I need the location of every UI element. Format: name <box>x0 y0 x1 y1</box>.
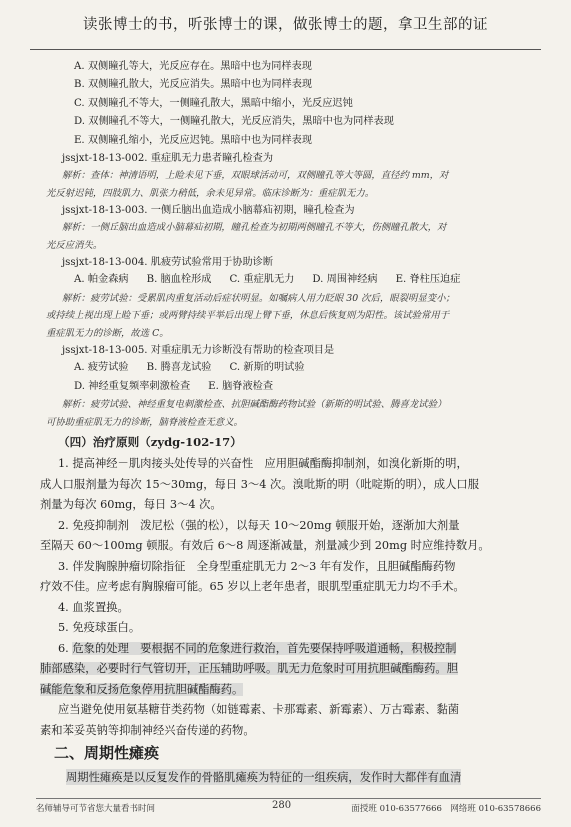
option-a: A. 双侧瞳孔等大，光反应存在。黑暗中也为同样表现 <box>74 61 312 72</box>
question-analysis <box>46 396 541 431</box>
option-b: B. 脑血栓形成 <box>146 274 212 286</box>
question-title: jssjxt-18-13-004. 肌疲劳试验常用于协助诊断 <box>62 257 274 269</box>
question-title: jssjxt-18-13-003. 一侧丘脑出血造成小脑幕疝初期，瞳孔检查为 <box>62 205 355 217</box>
text-line: 至隔天 60～100mg 顿服。有效后 6～8 周逐渐减量，剂量减少到 20mg 时应维持数月。 <box>40 539 490 553</box>
option-e: E. 双侧瞳孔缩小，光反应迟钝。黑暗中也为同样表现 <box>74 134 313 146</box>
q1-options <box>46 58 541 150</box>
treatment-item-3 <box>40 557 541 598</box>
option-a: A. 帕金森病 <box>74 274 129 286</box>
treatment-item-5: 5. 免疫球蛋白。 <box>58 621 141 635</box>
text-line: 2. 免疫抑制剂 泼尼松（强的松），以每天 10～20mg 顿服开始，逐渐加大剂量 <box>58 518 460 532</box>
analysis-line: 重症肌无力的诊断，故选 C。 <box>46 327 169 339</box>
option-d: D. 双侧瞳孔不等大，一侧瞳孔散大，光反应消失，黑暗中也为同样表现 <box>74 116 394 128</box>
option-c: C. 新斯的明试验 <box>229 362 305 374</box>
treatment-item-4: 4. 血浆置换。 <box>58 600 129 614</box>
highlighted-text: 肺部感染，必要时行气管切开，正压辅助呼吸。肌无力危象时可用抗胆碱酯酶药。胆 <box>40 662 458 676</box>
analysis-line: 解析：疲劳试验、神经重复电刺激检查、抗胆碱酯酶药物试验（新斯的明试验、腾喜龙试验） <box>62 399 447 411</box>
item-number: 6. <box>58 641 73 655</box>
footer-contact: 面授班 010-63577666 网络班 010-63578666 <box>351 804 541 814</box>
highlighted-text: 碱能危象和反扬危象停用抗胆碱酯酶药。 <box>40 682 244 696</box>
treatment-item-2 <box>40 516 541 557</box>
text-line: 成人口服剂量为每次 15～30mg，每日 3～4 次。溴吡斯的明（吡啶斯的明），成人口服 <box>40 477 479 491</box>
option-b: B. 双侧瞳孔散大，光反应消失。黑暗中也为同样表现 <box>74 79 313 91</box>
main-content <box>40 58 541 741</box>
text-line: 疗效不佳。应考虑有胸腺瘤可能。65 岁以上老年患者，眼肌型重症肌无力均不手术。 <box>40 580 465 594</box>
option-c: C. 双侧瞳孔不等大，一侧瞳孔散大，黑暗中缩小，光反应迟钝 <box>74 97 353 109</box>
text-line: 素和苯妥英钠等抑制神经兴奋传递的药物。 <box>40 723 255 737</box>
analysis-line: 解析：查体：神清语明，上睑未见下垂，双眼球活动可，双侧瞳孔等大等圆，直径约 mm，对 <box>62 170 449 182</box>
page-header: 读张博士的书，听张博士的课，做张博士的题，拿卫生部的证 <box>83 17 488 33</box>
option-a: A. 疲劳试验 <box>74 362 129 374</box>
analysis-line: 解析：疲劳试验：受累肌肉重复活动后症状明显。如嘱病人用力眨眼 30 次后，眼裂明显变小； <box>62 292 455 304</box>
footer-divider <box>36 798 541 799</box>
analysis-line: 或持续上视出现上睑下垂；或两臂持续平举后出现上臂下垂，休息后恢复则为阳性。该试验常用于 <box>46 310 450 322</box>
option-c: C. 重症肌无力 <box>229 274 295 286</box>
analysis-line: 可协助重症肌无力的诊断，脑脊液检查无意义。 <box>46 416 243 428</box>
q5-options-row1 <box>46 359 541 378</box>
header-divider <box>30 49 541 50</box>
page-number: 280 <box>272 800 292 811</box>
q4-options <box>46 271 541 290</box>
option-e: E. 脊柱压迫症 <box>395 274 461 286</box>
question-analysis <box>46 290 541 343</box>
footer-slogan: 名师辅导可节省您大量看书时间 <box>36 804 156 814</box>
question-title: jssjxt-18-13-005. 对重症肌无力诊断没有帮助的检查项目是 <box>62 345 335 357</box>
question-analysis <box>46 219 541 254</box>
option-d: D. 神经重复频率刺激检查 <box>74 380 191 392</box>
q5-options-row2 <box>46 378 541 397</box>
option-b: B. 腾喜龙试验 <box>146 362 212 374</box>
text-line: 1. 提高神经－肌肉接头处传导的兴奋性 应用胆碱酯酶抑制剂，如溴化新斯的明， <box>58 457 468 471</box>
highlighted-text: 周期性瘫痪是以反复发作的骨骼肌瘫痪为特征的一组疾病，发作时大都伴有血清 <box>66 771 462 784</box>
question-analysis <box>46 167 541 202</box>
analysis-line: 光反应消失。 <box>46 239 103 251</box>
text-line: 3. 伴发胸腺肿瘤切除指征 全身型重症肌无力 2～3 年有发作，且胆碱酯酶药物 <box>58 559 456 573</box>
option-e: E. 脑脊液检查 <box>208 380 274 392</box>
question-title: jssjxt-18-13-002. 重症肌无力患者瞳孔检查为 <box>62 153 274 165</box>
treatment-note <box>40 700 541 741</box>
text-line: 剂量为每次 60mg，每日 3～4 次。 <box>40 498 222 512</box>
analysis-line: 光反射迟钝，四肢肌力、肌张力稍低，余未见异常。临床诊断为：重症肌无力。 <box>46 187 375 199</box>
section-heading: 二、周期性瘫痪 <box>54 744 160 762</box>
text-line: 应当避免使用氨基糖苷类药物（如链霉素、卡那霉素、新霉素）、万古霉素、黏菌 <box>58 703 460 717</box>
treatment-item-1 <box>40 454 541 516</box>
analysis-line: 解析：一侧丘脑出血造成小脑幕疝初期，瞳孔检查为初期两侧瞳孔不等大，伤侧瞳孔散大，对 <box>62 222 447 234</box>
section-title: （四）治疗原则（zydg-102-17） <box>58 435 242 450</box>
treatment-item-6 <box>40 639 541 701</box>
option-d: D. 周围神经病 <box>312 274 378 286</box>
highlighted-text: 危象的处理 要根据不同的危象进行救治，首先要保持呼吸道通畅，积极控制 <box>72 641 457 655</box>
